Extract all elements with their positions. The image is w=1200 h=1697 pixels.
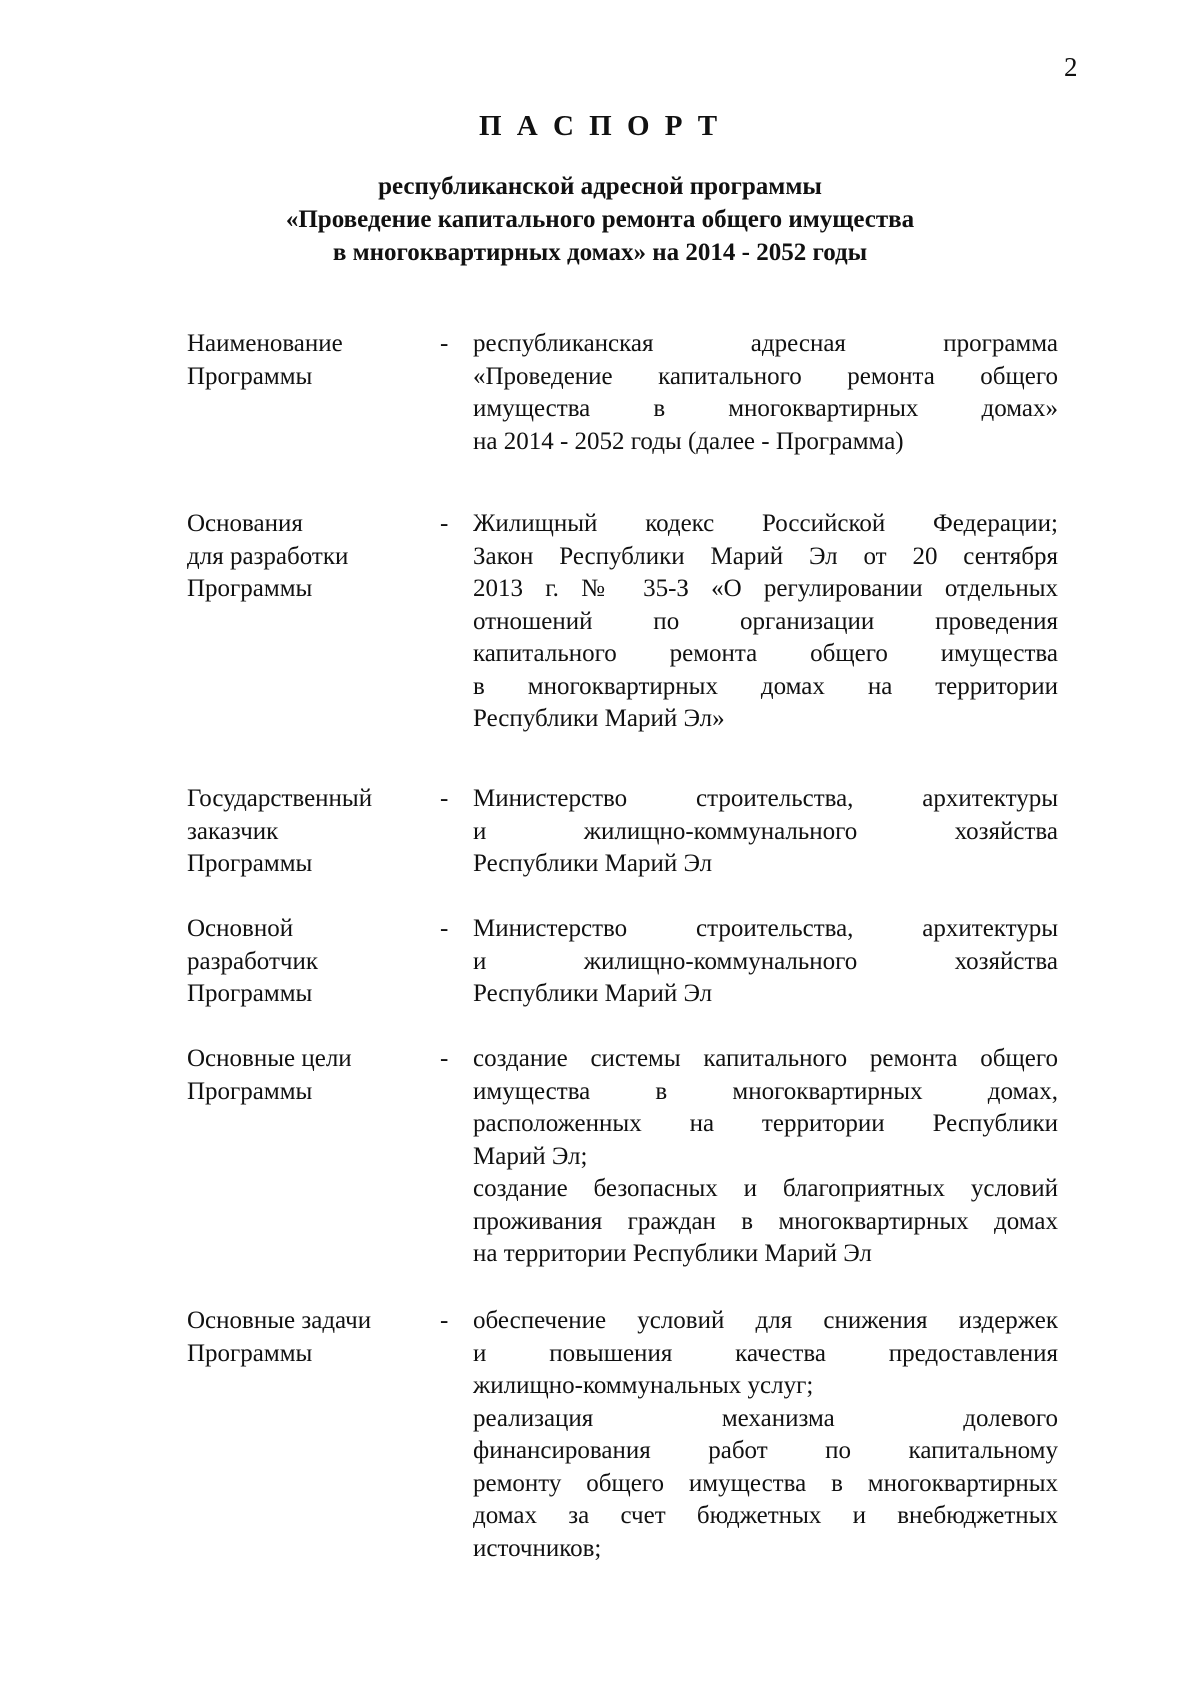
page-number: 2 — [1064, 52, 1078, 82]
value-line: создание безопасных и благоприятных условий — [473, 1175, 1058, 1202]
subtitle-line: «Проведение капитального ремонта общего имущества — [285, 206, 915, 233]
row-label — [187, 783, 417, 881]
document-title: П А С П О Р Т — [478, 110, 722, 142]
value-line: на территории Республики Марий Эл — [473, 1240, 872, 1267]
value-line: Республики Марий Эл» — [473, 705, 725, 732]
row-dash: - — [440, 1307, 449, 1334]
label-line: Основания — [187, 510, 303, 537]
label-line: Программы — [187, 850, 313, 877]
row-dash: - — [440, 1045, 449, 1072]
row-value — [473, 328, 1058, 458]
value-line: республиканская адресная программа — [473, 330, 1058, 357]
value-line: проживания граждан в многоквартирных домах — [473, 1207, 1058, 1235]
value-line: финансирования работ по капитальному — [473, 1437, 1058, 1464]
value-line: на 2014 - 2052 годы (далее - Программа) — [473, 427, 904, 455]
value-line: и жилищно-коммунального хозяйства — [473, 947, 1058, 975]
label-line: Основные задачи — [187, 1307, 372, 1334]
value-line: и повышения качества предоставления — [473, 1339, 1058, 1367]
value-line: 2013 г. № 35-З «О регулировании отдельных — [473, 575, 1058, 602]
row-label — [187, 328, 417, 393]
label-line: заказчик — [187, 817, 279, 845]
row-label — [187, 508, 417, 606]
value-line: «Проведение капитального ремонта общего — [473, 362, 1058, 390]
value-line: Министерство строительства, архитектуры — [473, 785, 1058, 812]
value-line: и жилищно-коммунального хозяйства — [473, 817, 1058, 845]
row-value — [473, 913, 1058, 1011]
value-line: создание системы капитального ремонта общего — [473, 1045, 1058, 1072]
value-line: Республики Марий Эл — [473, 980, 713, 1007]
value-line: Жилищный кодекс Российской Федерации; — [473, 510, 1058, 537]
value-line: жилищно-коммунальных услуг; — [473, 1372, 814, 1399]
label-line: для разработки — [187, 542, 349, 570]
value-line: отношений по организации проведения — [473, 607, 1058, 635]
row-dash: - — [440, 330, 449, 357]
value-line: расположенных на территории Республики — [473, 1110, 1058, 1137]
value-line: имущества в многоквартирных домах» — [473, 395, 1058, 422]
subtitle-line: в многоквартирных домах» на 2014 - 2052 годы — [332, 239, 868, 266]
row-value — [473, 1043, 1058, 1271]
label-line: Программы — [187, 1077, 313, 1105]
label-line: Основной — [187, 915, 294, 942]
row-dash: - — [440, 785, 449, 812]
label-line: Программы — [187, 1339, 313, 1367]
label-line: Основные цели — [187, 1045, 352, 1072]
row-value — [473, 783, 1058, 881]
value-line: в многоквартирных домах на территории — [473, 672, 1058, 700]
value-line: имущества в многоквартирных домах, — [473, 1077, 1058, 1105]
row-value — [473, 1305, 1058, 1565]
value-line: Республики Марий Эл — [473, 850, 713, 877]
value-line: Марий Эл; — [473, 1142, 588, 1170]
value-line: домах за счет бюджетных и внебюджетных — [473, 1502, 1058, 1529]
value-line: капитального ремонта общего имущества — [473, 640, 1058, 667]
value-line: Закон Республики Марий Эл от 20 сентября — [473, 542, 1058, 570]
label-line: Программы — [187, 575, 313, 602]
value-line: обеспечение условий для снижения издержек — [473, 1307, 1058, 1334]
value-line: реализация механизма долевого — [473, 1404, 1058, 1432]
label-line: разработчик — [187, 947, 318, 975]
row-dash: - — [440, 510, 449, 537]
value-line: источников; — [473, 1534, 602, 1562]
label-line: Программы — [187, 362, 313, 390]
label-line: Государственный — [187, 785, 373, 812]
row-label — [187, 1043, 417, 1108]
document-subtitle — [0, 170, 1200, 269]
value-line: ремонту общего имущества в многоквартирных — [473, 1469, 1058, 1497]
row-label — [187, 913, 417, 1011]
value-line: Министерство строительства, архитектуры — [473, 915, 1058, 942]
row-dash: - — [440, 915, 449, 942]
row-value — [473, 508, 1058, 736]
label-line: Наименование — [187, 330, 343, 357]
row-label — [187, 1305, 417, 1370]
label-line: Программы — [187, 980, 313, 1007]
subtitle-line: республиканской адресной программы — [378, 173, 822, 200]
